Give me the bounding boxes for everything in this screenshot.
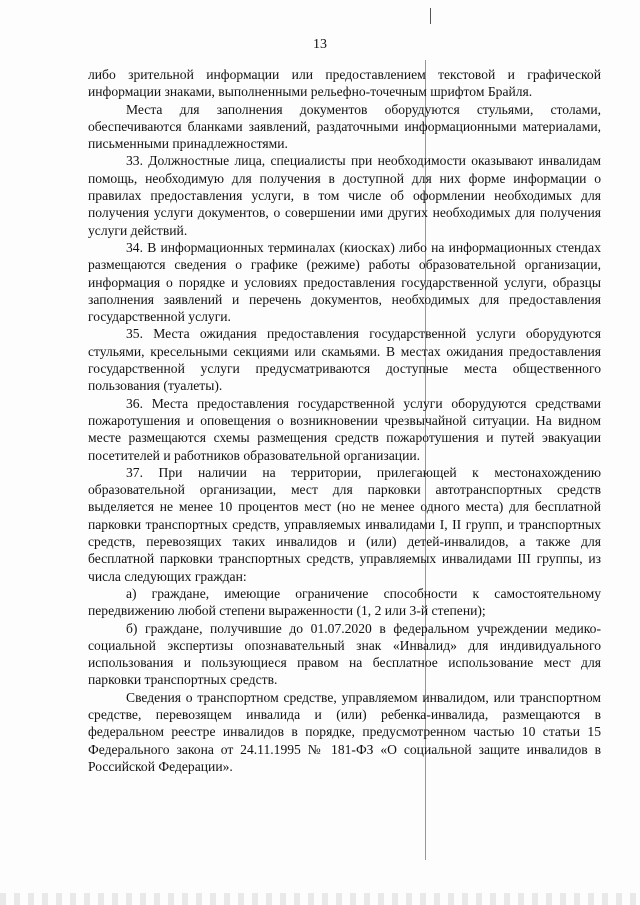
paragraph: либо зрительной информации или предоставлением текстовой и графической информации знаками, выполненными рельефно-точечным шрифтом Брайля. [88,67,601,100]
paragraph: Сведения о транспортном средстве, управляемом инвалидом, или транспортном средстве, перевозящем инвалида и (или) ребенка-инвалида, размещаются в федеральном реестре инвалидов в порядке, предусмотренном частью 10 статьи 15 Федерального закона от 24.11.1995 № 181-ФЗ «О социальной защите инвалидов в Российской Федерации». [88,689,601,774]
paragraph: а) граждане, имеющие ограничение способности к самостоятельному передвижению любой степени выраженности (1, 2 или 3-й степени); [88,585,601,619]
scan-fold-mark [430,8,431,24]
scan-bottom-edge [0,893,640,905]
page-number: 13 [313,37,327,52]
document-body [88,66,601,775]
paragraph: 36. Места предоставления государственной услуги оборудуются средствами пожаротушения и оповещения о возникновении чрезвычайной ситуации. На видном месте размещаются схемы размещения средств пожаротушения и путей эвакуации посетителей и работников образовательной организации. [88,395,601,463]
paragraph: 35. Места ожидания предоставления государственной услуги оборудуются стульями, кресельными секциями или скамьями. В местах ожидания предоставления государственной услуги предусматриваются доступные места общественного пользования (туалеты). [88,326,601,394]
paragraph: 37. При наличии на территории, прилегающей к местонахождению образовательной организации, мест для парковки автотранспортных средств выделяется не менее 10 процентов мест (но не менее одного места) для бесплатной парковки транспортных средств, управляемых инвалидами I, II групп, и транспортных средств, перевозящих таких инвалидов и (или) детей-инвалидов, а также для бесплатной парковки транспортных средств, управляемых инвалидами III группы, из числа следующих граждан: [88,464,601,584]
paragraph: 33. Должностные лица, специалисты при необходимости оказывают инвалидам помощь, необходимую для получения в доступной для них форме информации о правилах предоставления услуги, в том числе об оформлении необходимых для получения услуги документов, о совершении ими других необходимых для получения услуги действий. [88,153,601,238]
paragraph: Места для заполнения документов оборудуются стульями, столами, обеспечиваются бланками заявлений, раздаточными информационными материалами, письменными принадлежностями. [88,101,601,152]
paragraph: 34. В информационных терминалах (киосках) либо на информационных стендах размещаются сведения о графике (режиме) работы образовательной организации, информация о порядке и условиях предоставления государственной услуги, образцы заполнения заявлений и перечень документов, необходимых для предоставления государственной услуги. [88,239,601,325]
paragraph: б) граждане, получившие до 01.07.2020 в федеральном учреждении медико-социальной экспертизы опознавательный знак «Инвалид» для индивидуального использования и пользующиеся правом на бесплатное использование мест для парковки транспортных средств. [88,620,601,688]
